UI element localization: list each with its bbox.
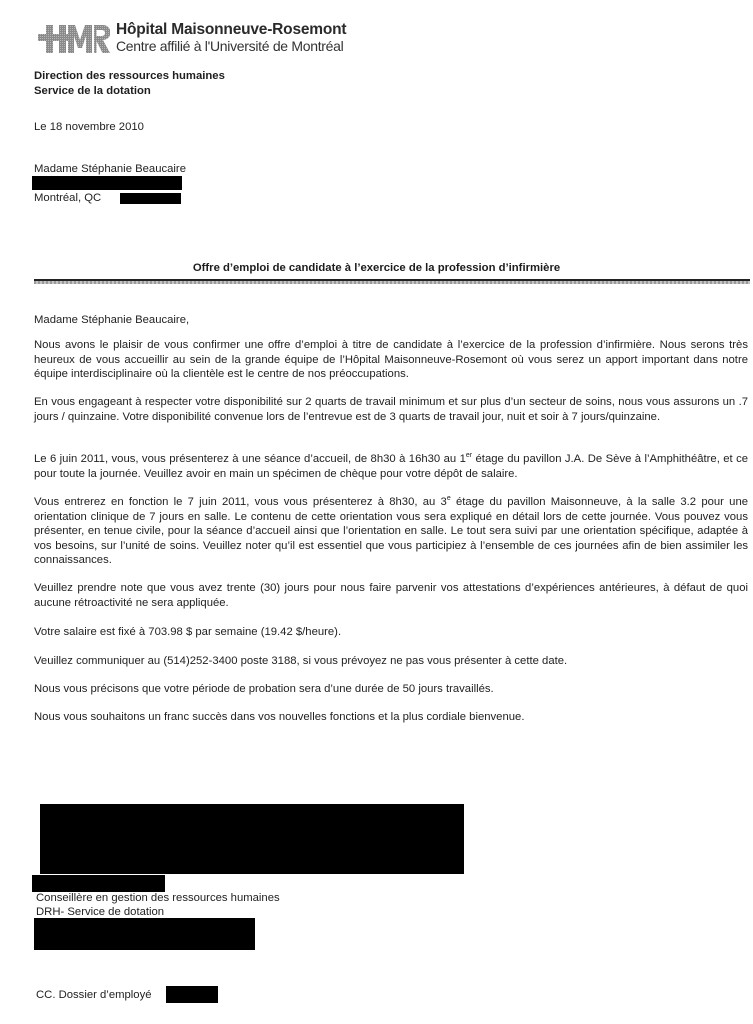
hospital-name: Hôpital Maisonneuve-Rosemont <box>116 21 347 38</box>
redacted-signature <box>40 804 464 874</box>
redacted-employee-number <box>166 986 218 1003</box>
paragraph-welcome-session-a: Le 6 juin 2011, vous, vous présenterez à une séance d’accueil, de 8h30 à 16h30 au 1 <box>34 453 466 465</box>
recipient-name: Madame Stéphanie Beaucaire <box>34 163 186 175</box>
paragraph-start-date-b: étage du pavillon Maisonneuve, à la salle 3.2 pour une orientation clinique de 7 jours en salle. Le contenu de cette orientation vous sera expliqué en détail lors de cette journée. Vous pouvez vous présenter, en tenue civile, pour la séance d’accueil ainsi que l’orientation en salle. Le tout sera suivi par une orientation spécifique, adaptée à vos besoins, sur l’unité de soins. Veuillez noter qu’il est essentiel que vous participiez à l’ensemble de ces journées afin de bien assimiler les connaissances. <box>34 496 749 567</box>
letter-subject: Offre d’emploi de candidate à l’exercice de la profession d’infirmière <box>192 262 561 274</box>
redacted-signatory-name <box>32 875 165 892</box>
letter-date: Le 18 novembre 2010 <box>34 121 144 133</box>
redacted-postal-code <box>120 193 181 204</box>
paragraph-probation: Nous vous précisons que votre période de probation sera d’une durée de 50 jours travaillés. <box>34 683 494 695</box>
redacted-signatory-contact <box>34 918 255 950</box>
hospital-affiliation: Centre affilié à l'Université de Montréal <box>116 38 344 54</box>
paragraph-closing: Nous vous souhaitons un franc succès dans vos nouvelles fonctions et la plus cordiale bienvenue. <box>34 711 525 723</box>
paragraph-availability: En vous engageant à respecter votre disponibilité sur 2 quarts de travail minimum et sur plus d’un secteur de soins, nous vous assurons un .7 jours / quinzaine. Votre disponibilité convenue lors de l’entrevue est de 3 quarts de travail jour, nuit et soir à 7 jours/quinzaine. <box>34 396 748 423</box>
department-line-2: Service de la dotation <box>34 85 151 97</box>
salutation: Madame Stéphanie Beaucaire, <box>34 314 190 326</box>
letterhead <box>116 21 346 54</box>
paragraph-welcome-session-b: étage du pavillon J.A. De Sève à l’Amphithéâtre, et ce pour toute la journée. Veuillez avoir en main un spécimen de chèque pour votre dépôt de salaire. <box>34 453 749 480</box>
paragraph-offer: Nous avons le plaisir de vous confirmer une offre d’emploi à titre de candidate à l’exercice de la profession d’infirmière. Nous serons très heureux de vous accueillir au sein de la grande équipe de l’Hôpital Maisonneuve-Rosemont où vous serez un apport important dans notre équipe interdisciplinaire où la clientèle est le centre de nos préoccupations. <box>34 339 748 381</box>
paragraph-attestations: Veuillez prendre note que vous avez trente (30) jours pour nous faire parvenir vos attestations d’expériences antérieures, à défaut de quoi aucune rétroactivité ne sera appliquée. <box>34 582 748 609</box>
department-block <box>34 69 225 99</box>
paragraph-start-date <box>34 495 748 568</box>
signatory-title: Conseillère en gestion des ressources humaines <box>36 892 280 904</box>
recipient-city: Montréal, QC <box>34 192 102 204</box>
redacted-recipient-address <box>32 176 182 190</box>
paragraph-welcome-session <box>34 452 748 481</box>
ordinal-superscript: er <box>465 452 473 460</box>
subject-divider-shadow <box>34 281 750 284</box>
ordinal-superscript: e <box>446 495 451 503</box>
paragraph-contact: Veuillez communiquer au (514)252-3400 poste 3188, si vous prévoyez ne pas vous présenter à cette date. <box>34 655 568 667</box>
cc-employee-file: CC. Dossier d’employé <box>36 989 152 1001</box>
signatory-service: DRH- Service de dotation <box>36 906 165 918</box>
paragraph-start-date-a: Vous entrerez en fonction le 7 juin 2011, vous vous présenterez à 8h30, au 3 <box>34 496 447 508</box>
department-line-1: Direction des ressources humaines <box>34 70 225 82</box>
hmr-logo-icon <box>38 24 110 54</box>
paragraph-salary: Votre salaire est fixé à 703.98 $ par semaine (19.42 $/heure). <box>34 626 342 638</box>
